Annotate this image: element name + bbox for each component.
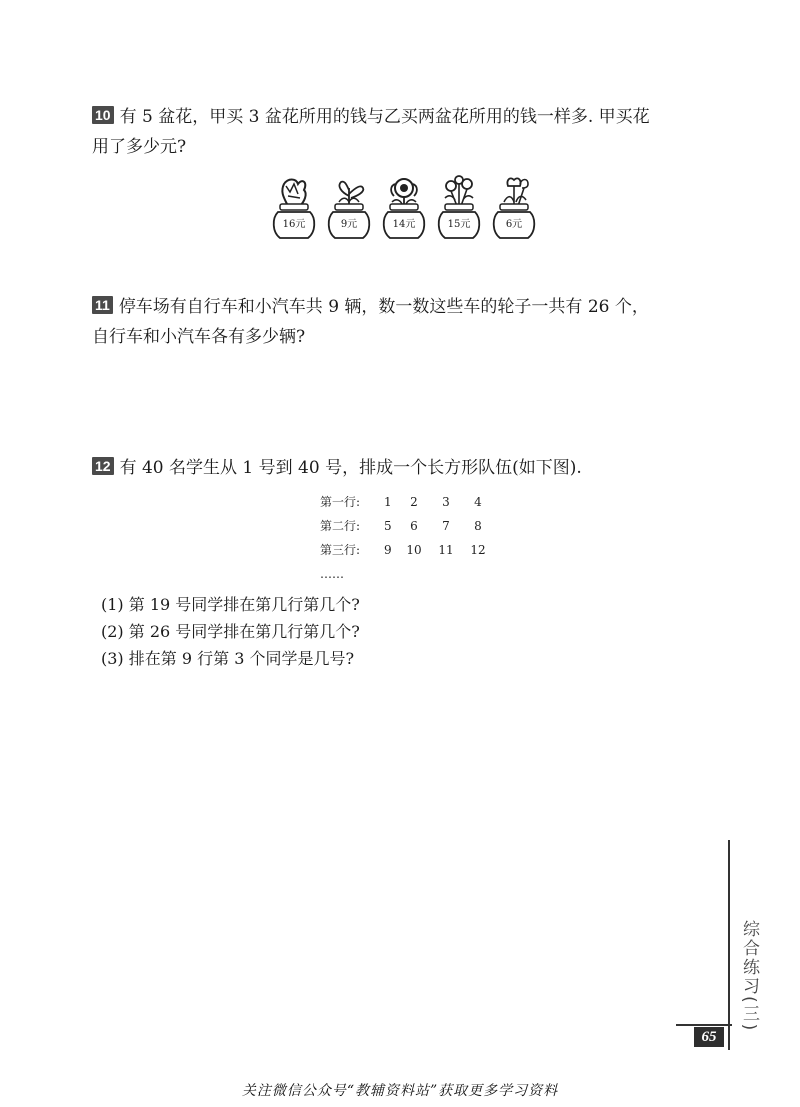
question-10-text-line1: 有 5 盆花，甲买 3 盆花所用的钱与乙买两盆花所用的钱一样多. 甲买花 xyxy=(119,107,650,127)
row-value: 10 xyxy=(406,543,422,557)
flower-pot-icon xyxy=(270,172,318,242)
lineup-ellipsis: …… xyxy=(320,567,344,581)
row-label: 第三行: xyxy=(320,543,361,557)
page-number: 65 xyxy=(694,1027,724,1047)
section-label: 综合练习(三) xyxy=(739,920,759,1033)
flower-pot-icon xyxy=(435,172,483,242)
row-value: 4 xyxy=(474,495,482,509)
price-label: 6元 xyxy=(505,219,523,230)
row-value: 11 xyxy=(438,543,454,557)
subquestion-1: (1) 第 19 号同学排在第几行第几个? xyxy=(101,595,360,614)
lineup-table xyxy=(320,490,494,586)
price-label: 14元 xyxy=(392,219,416,230)
row-value: 5 xyxy=(384,519,392,533)
question-10-text-line2: 用了多少元? xyxy=(92,137,187,157)
question-11 xyxy=(92,292,732,352)
flower-pot-1 xyxy=(270,172,318,242)
sidebar-divider xyxy=(728,840,730,1050)
row-value: 7 xyxy=(442,519,450,533)
price-label: 15元 xyxy=(447,219,471,230)
row-value: 9 xyxy=(384,543,392,557)
flower-pot-2 xyxy=(325,172,373,242)
price-label: 9元 xyxy=(340,219,358,230)
flower-pots-illustration xyxy=(270,172,540,242)
row-value: 1 xyxy=(384,495,392,509)
flower-pot-4 xyxy=(435,172,483,242)
row-value: 6 xyxy=(410,519,418,533)
question-12-text: 有 40 名学生从 1 号到 40 号，排成一个长方形队伍(如下图). xyxy=(119,458,582,478)
footer-watermark: 关注微信公众号“教辅资料站”获取更多学习资料 xyxy=(241,1083,559,1099)
row-value: 2 xyxy=(410,495,418,509)
lineup-row xyxy=(320,490,494,514)
row-label: 第二行: xyxy=(320,519,361,533)
row-value: 3 xyxy=(442,495,450,509)
flower-pot-icon xyxy=(490,172,538,242)
question-11-text-line2: 自行车和小汽车各有多少辆? xyxy=(92,327,306,347)
question-10 xyxy=(92,102,732,162)
lineup-row xyxy=(320,538,494,562)
flower-pot-5 xyxy=(490,172,538,242)
question-12 xyxy=(92,453,732,483)
row-value: 12 xyxy=(470,543,486,557)
question-number-badge: 12 xyxy=(92,457,114,475)
lineup-row xyxy=(320,514,494,538)
flower-pot-icon xyxy=(380,172,428,242)
question-number-badge: 11 xyxy=(92,296,113,314)
subquestion-3: (3) 排在第 9 行第 3 个同学是几号? xyxy=(101,649,355,668)
flower-pot-icon xyxy=(325,172,373,242)
row-label: 第一行: xyxy=(320,495,361,509)
question-number-badge: 10 xyxy=(92,106,114,124)
question-11-text-line1: 停车场有自行车和小汽车共 9 辆，数一数这些车的轮子一共有 26 个， xyxy=(118,297,649,317)
price-label: 16元 xyxy=(282,219,306,230)
flower-pot-3 xyxy=(380,172,428,242)
subquestion-2: (2) 第 26 号同学排在第几行第几个? xyxy=(101,622,360,641)
row-value: 8 xyxy=(474,519,482,533)
page-number-divider xyxy=(676,1024,732,1026)
